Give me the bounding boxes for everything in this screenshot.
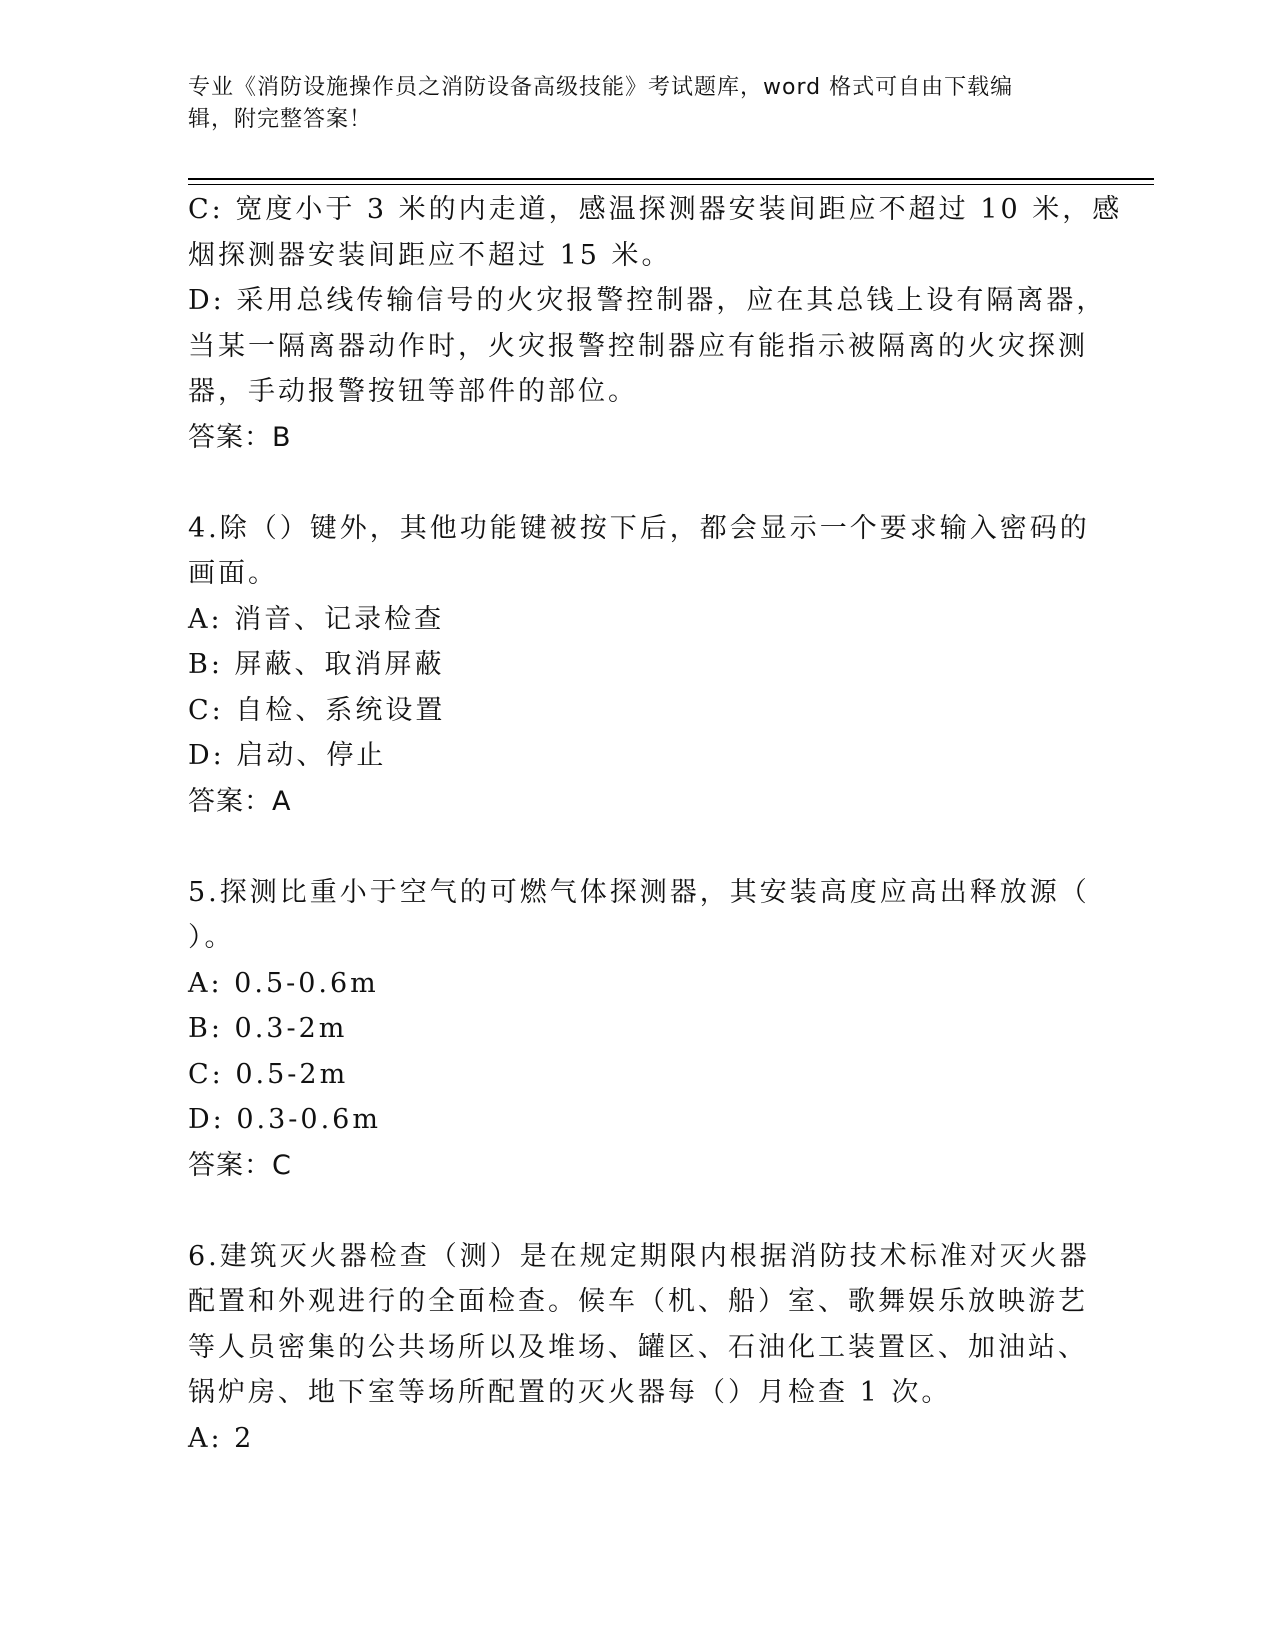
question-stem-line: 5.探测比重小于空气的可燃气体探测器，其安装高度应高出释放源（ <box>188 876 1090 908</box>
option-a: A: 2 <box>188 1422 255 1454</box>
answer-line: 答案：A <box>188 785 292 817</box>
header-line-2: 辑，附完整答案！ <box>188 107 373 132</box>
option-d-line: D: 采用总线传输信号的火灾报警控制器，应在其总钱上设有隔离器， <box>188 285 1107 316</box>
question-stem-line: ）。 <box>188 922 235 953</box>
option-a: A: 0.5-0.6m <box>188 967 379 999</box>
option-d-line: 器，手动报警按钮等部件的部位。 <box>188 376 638 407</box>
question-4 <box>188 506 1090 825</box>
spacer <box>188 824 1068 870</box>
answer-line: 答案：C <box>188 1149 292 1181</box>
header-line-1: 专业《消防设施操作员之消防设备高级技能》考试题库，word 格式可自由下载编 <box>188 75 1014 100</box>
option-b: B: 屏蔽、取消屏蔽 <box>188 649 445 680</box>
question-stem-line: 6.建筑灭火器检查（测）是在规定期限内根据消防技术标准对灭火器 <box>188 1240 1090 1272</box>
header-divider-thin <box>188 184 1154 185</box>
option-d: D: 启动、停止 <box>188 740 387 771</box>
question-stem-line: 配置和外观进行的全面检查。候车（机、船）室、歌舞娱乐放映游艺 <box>188 1286 1088 1317</box>
option-c: C: 自检、系统设置 <box>188 694 446 726</box>
option-c-line: C: 宽度小于 3 米的内走道，感温探测器安装间距应不超过 10 米，感 <box>188 194 1123 225</box>
option-b: B: 0.3-2m <box>188 1013 348 1044</box>
question-6 <box>188 1234 1090 1462</box>
question-stem-line: 4.除（）键外，其他功能键被按下后，都会显示一个要求输入密码的 <box>188 512 1090 544</box>
spacer <box>188 1188 1068 1234</box>
option-a: A: 消音、记录检查 <box>188 603 445 635</box>
document-header <box>188 72 1088 136</box>
option-d-line: 当某一隔离器动作时，火灾报警控制器应有能指示被隔离的火灾探测 <box>188 330 1088 362</box>
question-stem-line: 画面。 <box>188 558 278 589</box>
option-c: C: 0.5-2m <box>188 1058 349 1090</box>
header-divider-thick <box>188 178 1154 180</box>
document-body <box>188 187 1123 1461</box>
question-stem-line: 等人员密集的公共场所以及堆场、罐区、石油化工装置区、加油站、 <box>188 1331 1088 1363</box>
question-3-tail <box>188 187 1123 460</box>
option-c-line: 烟探测器安装间距应不超过 15 米。 <box>188 239 672 271</box>
option-d: D: 0.3-0.6m <box>188 1104 381 1135</box>
question-stem-line: 锅炉房、地下室等场所配置的灭火器每（）月检查 1 次。 <box>188 1377 952 1408</box>
question-5 <box>188 870 1090 1189</box>
answer-line: 答案：B <box>188 421 292 453</box>
spacer <box>188 460 1068 506</box>
